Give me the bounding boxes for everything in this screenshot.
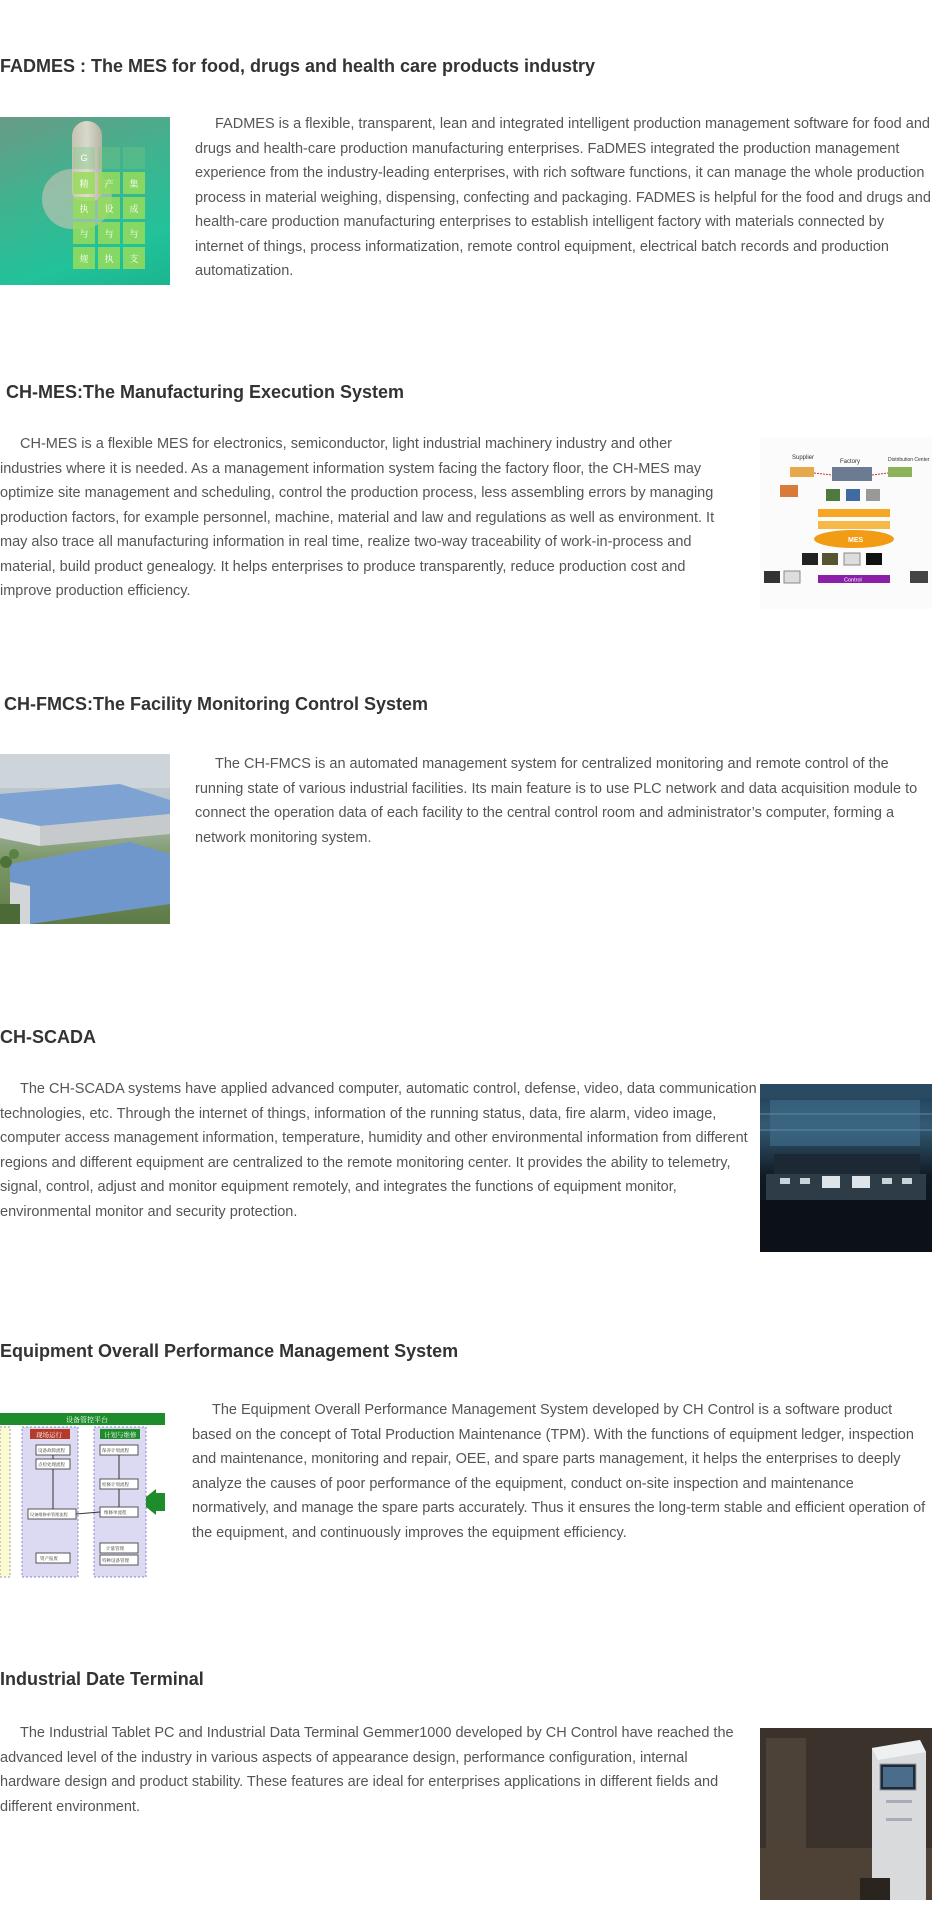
- flowchart-box: 设备故障流程: [38, 1449, 65, 1454]
- terminal-svg: [760, 1728, 932, 1900]
- flowchart-svg: [0, 1413, 165, 1581]
- diagram-label-distribution: Distribution Center: [888, 457, 930, 463]
- panel-char: 规: [73, 247, 95, 269]
- diagram-label-control: Control: [844, 577, 862, 584]
- section-body-eopm: The Equipment Overall Performance Management System developed by CH Control is a software product based on the concept of Total Production Maintenance (TPM). With the functions of equipment ledger, inspection and maintenance, monitoring and repair, OEE, and spare parts management, it helps the enterprises to deeply analyze the causes of poor performance of the equipment, conduct on-site inspection and maintenance normatively, and manage the spare parts accurately. Thus it ensures the long-term stable and efficient operation of the equipment, and continuously improves the equipment efficiency.: [192, 1402, 926, 1541]
- control-room-svg: [760, 1084, 932, 1252]
- flowchart-box: 资产报废: [40, 1557, 58, 1562]
- section-title-ch-mes: CH-MES:The Manufacturing Execution System: [6, 382, 405, 402]
- flowchart-box: 保养计划流程: [102, 1449, 129, 1454]
- flowchart-box: 特种设备管理: [102, 1559, 129, 1564]
- section-body-ch-fmcs: The CH-FMCS is an automated management system for centralized monitoring and remote control of the running state of various industrial facilities. Its main feature is to use PLC network and data acquisition module to connect the operation data of each facility to the central control room and administrator’s computer, forming a network monitoring system.: [195, 756, 918, 846]
- flowchart-box: 维修单流程: [104, 1511, 127, 1516]
- flowchart-col-right: 计划与维修: [104, 1431, 137, 1439]
- panel-char: 集: [123, 172, 145, 194]
- fadmes-touch-panel-image: [0, 117, 170, 285]
- section-title-ch-scada: CH-SCADA: [0, 1027, 96, 1047]
- mes-architecture-diagram: [760, 437, 932, 609]
- section-body-ch-mes: CH-MES is a flexible MES for electronics, semiconductor, light industrial machinery industry and other industries where it is needed. As a management information system facing the factory floor, the CH-MES may optimize site management and scheduling, control the production process, less assembling errors by managing production factors, for example personnel, machine, material and law and regulations as well as environment. It may also trace all manufacturing information in real time, realize two-way traceability of work-in-process and material, build product genealogy. It helps enterprises to produce transparently, reduce production cost and improve production efficiency.: [0, 436, 715, 599]
- panel-char: 执: [98, 247, 120, 269]
- panel-char: 与: [73, 222, 95, 244]
- flowchart-col-left: 现场运行: [36, 1431, 62, 1439]
- mes-diagram-svg: [760, 437, 932, 609]
- section-body-fadmes: FADMES is a flexible, transparent, lean and integrated intelligent production management software for food and drugs and health-care production manufacturing enterprises. FaDMES integrated the production management experience from the industry-leading enterprises, with rich software functions, it can manage the whole production process in material weighing, dispensing, confecting and packaging. FADMES is helpful for the food and drugs and health-care production manufacturing enterprises to establish intelligent factory with materials connected by internet of things, process informatization, remote control equipment, electrical batch records and production automatization.: [195, 116, 931, 279]
- panel-char: 精: [73, 172, 95, 194]
- section-title-industrial-terminal: Industrial Date Terminal: [0, 1669, 204, 1689]
- section-title-eopm: Equipment Overall Performance Management System: [0, 1341, 459, 1361]
- diagram-label-supplier: Supplier: [792, 455, 815, 461]
- diagram-label-factory: Factory: [840, 459, 861, 465]
- equipment-flowchart-image: [0, 1413, 165, 1581]
- flowchart-box: 点检处理流程: [38, 1463, 65, 1468]
- diagram-label-mes: MES: [848, 537, 864, 544]
- panel-char: G: [73, 147, 95, 169]
- panel-char: 产: [98, 172, 120, 194]
- panel-char: 支: [123, 247, 145, 269]
- flowchart-box: 检修计划流程: [102, 1483, 129, 1488]
- panel-char: 设: [98, 197, 120, 219]
- section-title-fadmes: FADMES : The MES for food, drugs and health care products industry: [0, 56, 596, 76]
- flowchart-box: 计量管理: [106, 1547, 124, 1552]
- section-body-industrial-terminal: The Industrial Tablet PC and Industrial Data Terminal Gemmer1000 developed by CH Control have reached the advanced level of the industry in various aspects of appearance design, performance configuration, internal hardware design and product stability. These features are ideal for enterprises applications in different fields and different environment.: [0, 1725, 734, 1815]
- panel-char: 与: [98, 222, 120, 244]
- panel-char: 成: [123, 197, 145, 219]
- section-title-ch-fmcs: CH-FMCS:The Facility Monitoring Control System: [4, 694, 429, 714]
- flowchart-header: 设备管控平台: [66, 1416, 108, 1424]
- panel-char: 执: [73, 197, 95, 219]
- factory-buildings-image: [0, 754, 170, 924]
- control-room-image: [760, 1084, 932, 1252]
- flowchart-box: 设备维修单管理流程: [30, 1512, 68, 1517]
- section-body-ch-scada: The CH-SCADA systems have applied advanced computer, automatic control, defense, video, data communication technologies, etc. Through the internet of things, information of the running status, data, fire alarm, video image, computer access management information, temperature, humidity and other environmental information from different regions and different equipment are centralized to the remote monitoring center. It provides the ability to telemetry, signal, control, adjust and monitor equipment remotely, and integrates the functions of equipment monitor, environmental monitor and security protection.: [0, 1081, 757, 1220]
- panel-char: 与: [123, 222, 145, 244]
- industrial-terminal-image: [760, 1728, 932, 1900]
- factory-svg: [0, 754, 170, 924]
